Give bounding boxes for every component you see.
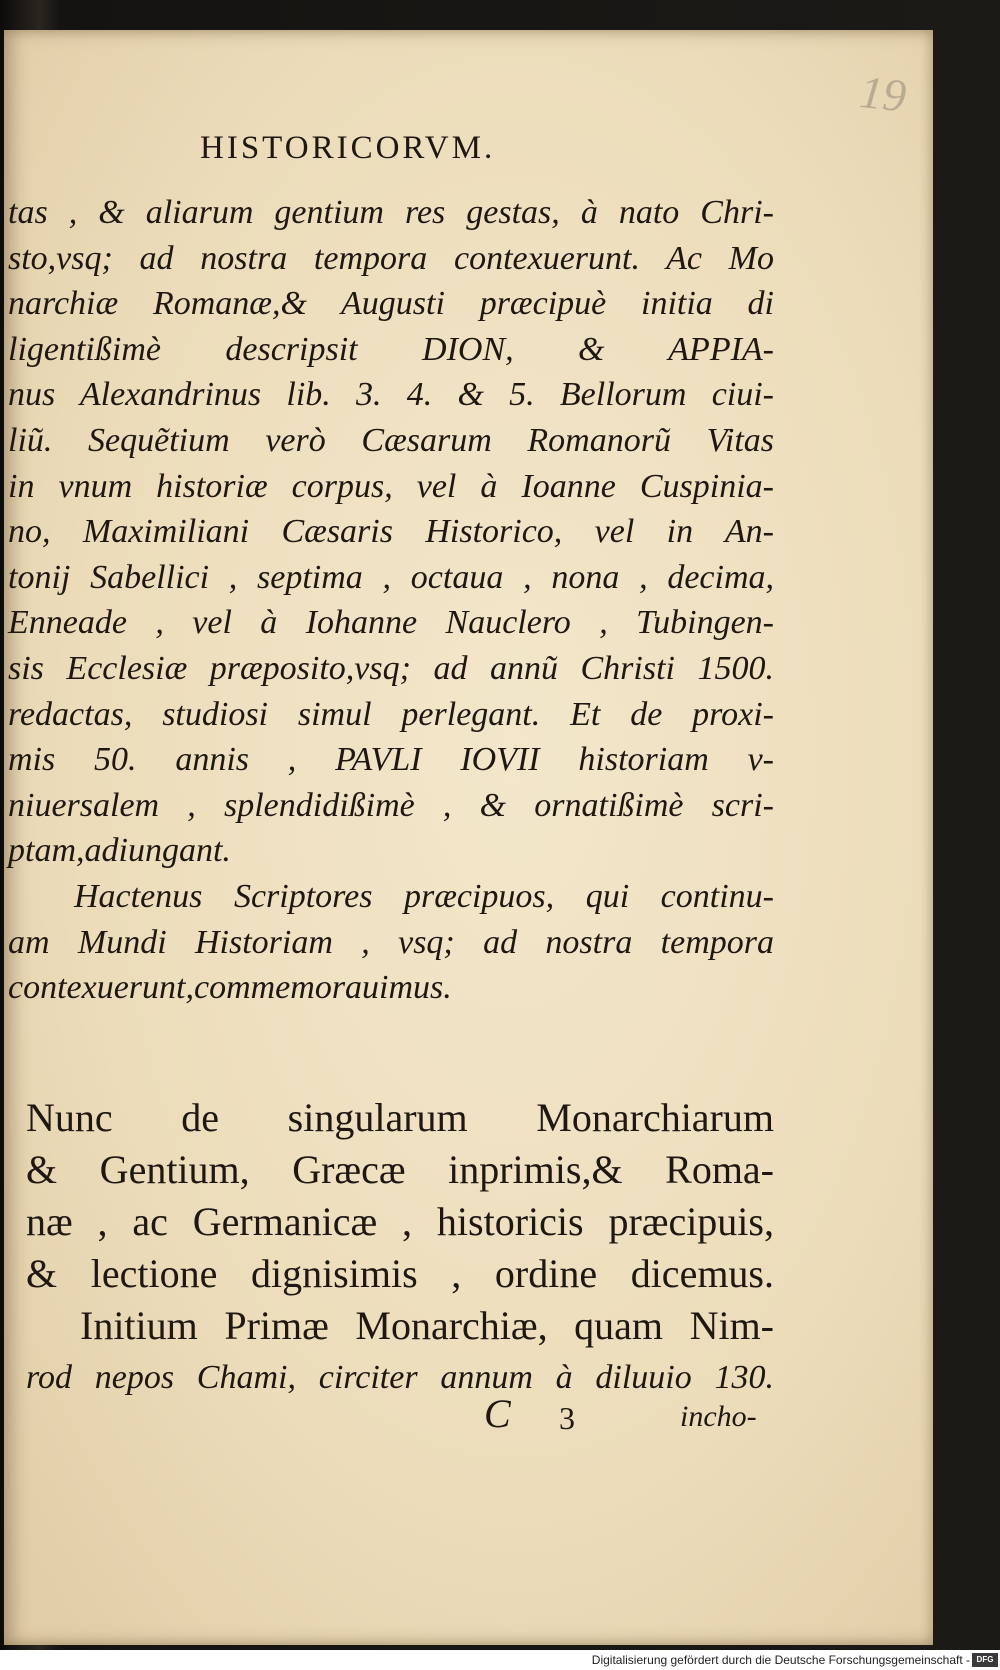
text-line: ligentißimè descripsit DION, & APPIA- (8, 330, 774, 368)
text-line: Nunc de singularum Monarchiarum (26, 1095, 774, 1140)
dfg-logo-icon: DFG (972, 1653, 998, 1667)
folio-number: 19 (857, 66, 909, 122)
text-line: in vnum historiæ corpus, vel à Ioanne Cuspinia- (8, 467, 774, 505)
text-line: am Mundi Historiam , vsq; ad nostra tempora (8, 923, 774, 961)
text-line: næ , ac Germanicæ , historicis præcipuis, (26, 1199, 774, 1244)
text-line: niuersalem , splendidißimè , & ornatißimè scri- (8, 786, 774, 824)
text-line: mis 50. annis , PAVLI IOVII historiam v- (8, 741, 774, 779)
text-line: liũ. Sequẽtium verò Cæsarum Romanorũ Vitas (8, 421, 774, 459)
text-line: Hactenus Scriptores præcipuos, qui continu- (74, 877, 774, 915)
signature-number: 3 (559, 1400, 575, 1436)
text-line: ptam,adiungant. (8, 832, 231, 870)
catchword: incho- (680, 1400, 757, 1433)
italic-text-block (4, 190, 774, 1011)
text-line: nus Alexandrinus lib. 3. 4. & 5. Bellorum ciui- (8, 376, 774, 414)
text-line: narchiæ Romanæ,& Augusti præcipuè initia di (8, 285, 774, 323)
text-line: rod nepos Chami, circiter annum à diluuio 130. (26, 1359, 774, 1396)
text-line: & Gentium, Græcæ inprimis,& Roma- (26, 1147, 774, 1192)
text-line: no, Maximiliani Cæsaris Historico, vel in An- (8, 513, 774, 551)
text-line: & lectione dignisimis , ordine dicemus. (26, 1251, 774, 1296)
text-line: contexuerunt,commemorauimus. (8, 969, 452, 1007)
text-line: sto,vsq; ad nostra tempora contexuerunt. Ac Mo (8, 239, 774, 277)
digitization-footer (0, 1650, 1000, 1670)
roman-text-block (4, 1092, 774, 1404)
text-line: Enneade , vel à Iohanne Nauclero , Tubingen- (8, 604, 774, 642)
signature-mark: C (484, 1391, 511, 1436)
text-line: tonij Sabellici , septima , octaua , nona , decima, (8, 558, 774, 596)
running-header: HISTORICORVM. (200, 130, 496, 166)
footer-credit: Digitalisierung gefördert durch die Deutsche Forschungsgemeinschaft - (591, 1653, 970, 1667)
book-page (4, 30, 933, 1645)
text-line: sis Ecclesiæ præposito,vsq; ad annũ Christi 1500. (8, 649, 774, 687)
text-line: Initium Primæ Monarchiæ, quam Nim- (80, 1303, 774, 1348)
text-line: redactas, studiosi simul perlegant. Et de proxi- (8, 695, 774, 733)
text-line: tas , & aliarum gentium res gestas, à nato Chri- (8, 194, 774, 231)
